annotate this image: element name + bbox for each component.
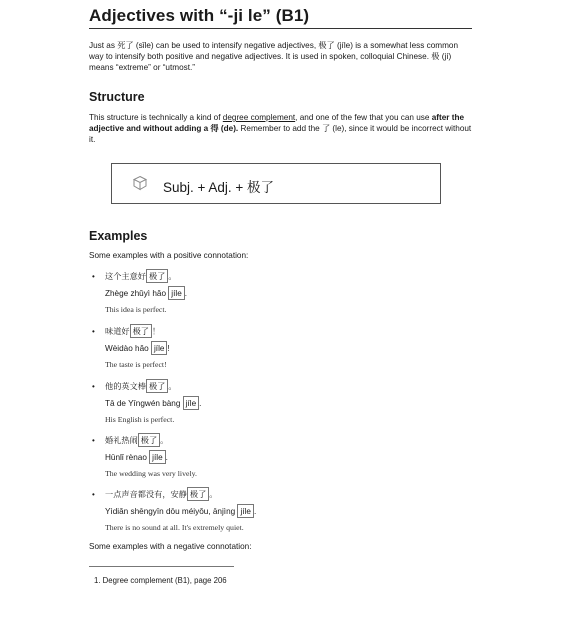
- positive-examples-intro: Some examples with a positive connotation:: [89, 251, 249, 260]
- bullet: •: [92, 436, 95, 445]
- pinyin-text: Wèidào hǎo: [105, 344, 149, 353]
- example-pinyin: [105, 450, 465, 464]
- example-item: [92, 379, 465, 426]
- bullet: •: [92, 382, 95, 391]
- chinese-punct: 。: [160, 435, 169, 445]
- degree-complement-link[interactable]: degree complement: [222, 113, 296, 122]
- chinese-punct: 。: [209, 489, 218, 499]
- example-pinyin: [105, 504, 465, 518]
- pinyin-punct: .: [165, 453, 168, 462]
- pinyin-text: Zhège zhǔyì hǎo: [105, 289, 166, 298]
- example-translation: His English is perfect.: [105, 415, 175, 424]
- highlighted-chinese: 极了: [146, 379, 168, 393]
- highlighted-pinyin: jíle: [237, 504, 253, 518]
- pinyin-punct: .: [199, 399, 202, 408]
- highlighted-pinyin: jíle: [149, 450, 165, 464]
- chinese-punct: ！: [151, 326, 161, 336]
- examples-heading: Examples: [89, 229, 148, 243]
- chinese-punct: 。: [168, 271, 177, 281]
- chinese-text: 这个主意好: [105, 271, 146, 281]
- example-translation: The wedding was very lively.: [105, 469, 197, 478]
- bullet: •: [92, 272, 95, 281]
- chinese-text: 婚礼热闹: [105, 435, 138, 445]
- example-item: [92, 269, 465, 316]
- pinyin-text: Hūnlǐ rènao: [105, 453, 147, 462]
- page-title: Adjectives with “-ji le” (B1): [89, 6, 310, 25]
- footnote-divider: [89, 566, 234, 567]
- chinese-text: 他的英文棒: [105, 381, 146, 391]
- example-item: [92, 433, 465, 480]
- chinese-punct: 。: [168, 381, 177, 391]
- example-item: [92, 487, 465, 534]
- example-chinese: [105, 324, 465, 338]
- highlighted-pinyin: jíle: [151, 341, 167, 355]
- example-chinese: [105, 433, 465, 447]
- footnote: 1. Degree complement (B1), page 206: [94, 576, 227, 585]
- example-item: [92, 324, 465, 371]
- example-translation: This idea is perfect.: [105, 305, 167, 314]
- pinyin-punct: .: [253, 507, 257, 516]
- example-chinese: [105, 487, 465, 501]
- highlighted-pinyin: jíle: [183, 396, 199, 410]
- structure-text-3: Remember to add the 了 (le), since it would be incorrect without it.: [89, 124, 472, 145]
- highlighted-pinyin: jíle: [168, 286, 184, 300]
- example-translation: There is no sound at all. It's extremely quiet.: [105, 523, 244, 532]
- structure-formula: Subj. + Adj. + 极了: [163, 180, 275, 195]
- title-divider: [89, 28, 472, 29]
- cube-icon: [132, 175, 148, 191]
- pinyin-text: Yìdiǎn shēngyīn dōu méiyǒu, ānjìng: [105, 507, 236, 516]
- example-chinese: [105, 269, 465, 283]
- intro-paragraph: Just as 死了 (sǐle) can be used to intensify negative adjectives, 极了 (jíle) is a somewhat less common way to intensify both positive and negative adjectives. It is used in spoken, colloquial Chinese. 极 (jí) means “extreme” or “utmost.”: [89, 41, 459, 73]
- chinese-text: 一点声音都没有，安静: [105, 489, 187, 499]
- pinyin-punct: .: [184, 289, 188, 298]
- bullet: •: [92, 327, 95, 336]
- pinyin-punct: !: [167, 344, 170, 353]
- example-pinyin: [105, 286, 465, 300]
- structure-text-2: , and one of the few that you can use: [295, 113, 432, 122]
- chinese-text: 味道好: [105, 326, 130, 336]
- pinyin-text: Tā de Yīngwén bàng: [105, 399, 181, 408]
- structure-text-1: This structure is technically a kind of: [89, 113, 223, 122]
- structure-bold-text: after the adjective and without adding a 得 (de).: [89, 113, 465, 134]
- bullet: •: [92, 490, 95, 499]
- highlighted-chinese: 极了: [146, 269, 168, 283]
- structure-paragraph: [89, 112, 472, 146]
- structure-heading: Structure: [89, 90, 145, 104]
- highlighted-chinese: 极了: [130, 324, 152, 338]
- highlighted-chinese: 极了: [138, 433, 160, 447]
- negative-examples-intro: Some examples with a negative connotation:: [89, 542, 252, 551]
- example-chinese: [105, 379, 465, 393]
- highlighted-chinese: 极了: [187, 487, 209, 501]
- example-pinyin: [105, 341, 465, 355]
- structure-formula-box: [111, 163, 441, 204]
- example-translation: The taste is perfect!: [105, 360, 167, 369]
- example-pinyin: [105, 396, 465, 410]
